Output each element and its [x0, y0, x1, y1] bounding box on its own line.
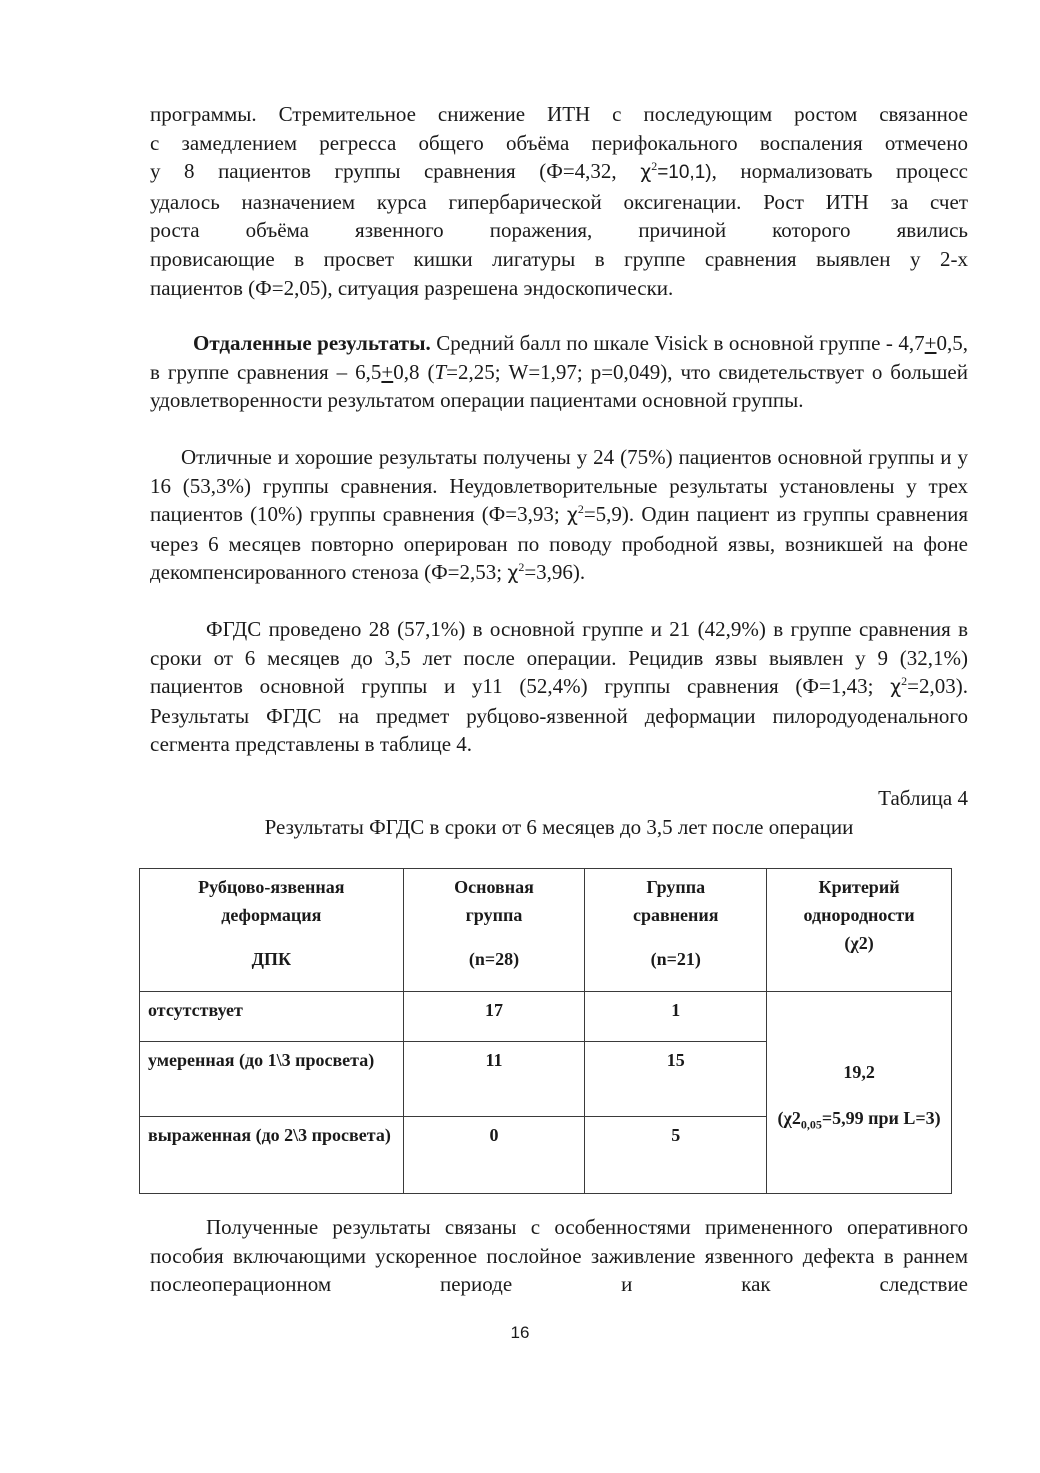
- paragraph: Полученные результаты связаны с особенностями примененного оперативного пособия включающими ускоренное послойное заживление язвенного дефекта в раннем послеоперационном периоде и как следствие: [150, 1215, 968, 1297]
- chi-symbol: χ: [640, 161, 652, 184]
- header-cell-main-group: [403, 869, 585, 992]
- paragraph-outcomes: [150, 443, 968, 588]
- header-cell-comparison-group: [585, 869, 767, 992]
- cell-comparison-group: 1: [585, 992, 767, 1042]
- text-line: с замедлением регресса общего объёма перифокального воспаления отмечено: [150, 130, 968, 155]
- header-cell-criterion: [767, 869, 952, 992]
- cell-main-group: 11: [403, 1042, 585, 1117]
- text-run: ФГДС проведено 28 (57,1%) в основной группе и 21 (42,9%) в группе сравнения в сроки от 6 месяцев до 3,5 лет после операции. Рецидив язвы выявлен у 9 (32,1%) пациентов основной группы и у11 (52,4%) группы сравнения (Ф=1,43;: [150, 617, 968, 699]
- paragraph-fgds: [150, 615, 968, 759]
- cell-criterion: [767, 992, 952, 1194]
- text-run: =2,25; W=1,97; p=0,049), что свидетельствует о большей удовлетворенности результатом операции пациентами основной группы.: [150, 359, 968, 413]
- text-line: провисающие в просвет кишки лигатуры в группе сравнения выявлен у 2-х: [150, 246, 968, 271]
- header-text: Рубцово-язвенная: [198, 877, 345, 897]
- text-run: 0,8 (: [393, 359, 435, 384]
- table-caption: Результаты ФГДС в сроки от 6 месяцев до 3,5 лет после операции: [264, 815, 854, 839]
- text-run: =2,03). Результаты ФГДС на предмет рубцово-язвенной деформации пилородуоденального сегмента представлены в таблице 4.: [150, 674, 968, 757]
- text-run: =5,99 при L=3): [821, 1107, 941, 1128]
- paragraph-conclusion: [150, 1213, 968, 1299]
- text-line: программы. Стремительное снижение ИТН с последующим ростом связанное: [150, 102, 968, 126]
- text-run: =3,96).: [524, 560, 586, 585]
- paragraph-continuation: [150, 100, 968, 302]
- chi-symbol: χ: [890, 676, 902, 699]
- header-text: Основная: [454, 877, 534, 897]
- cell-comparison-group: 15: [585, 1042, 767, 1117]
- row-label: умеренная (до 1\3 просвета): [140, 1042, 404, 1117]
- superscript: 2: [901, 674, 908, 689]
- text-line: [150, 157, 968, 188]
- text-run: Т: [434, 359, 447, 384]
- criterion-detail: [777, 1107, 941, 1132]
- superscript: 2: [577, 502, 584, 517]
- text-line: пациентов (Ф=2,05), ситуация разрешена эндоскопически.: [150, 275, 674, 300]
- text-run: +: [924, 331, 937, 355]
- header-text: однородности: [803, 905, 915, 925]
- text-run: =10,1): [657, 162, 712, 184]
- header-text: Группа: [646, 877, 706, 897]
- criterion-value: 19,2: [843, 1061, 875, 1082]
- text-run: (χ2: [777, 1107, 801, 1128]
- paragraph: [150, 615, 968, 759]
- header-text: (n=21): [650, 949, 701, 969]
- header-text: (n=28): [468, 949, 520, 969]
- cell-main-group: 17: [403, 992, 585, 1042]
- header-cell-deformation: [140, 869, 404, 992]
- text-run: +: [381, 359, 394, 384]
- chi-symbol: χ: [566, 504, 578, 527]
- chi-symbol: χ: [507, 562, 519, 585]
- text-run: , нормализовать процесс: [711, 159, 968, 184]
- paragraph-long-term-results: [150, 329, 968, 415]
- header-text: деформация: [221, 905, 322, 925]
- cell-comparison-group: 5: [585, 1117, 767, 1194]
- table-row: [140, 992, 952, 1042]
- cell-main-group: 0: [403, 1117, 585, 1194]
- header-text: ДПК: [251, 949, 292, 969]
- section-heading: Отдаленные результаты.: [193, 331, 431, 355]
- text-run: Средний балл по шкале Visick в основной группе - 4,7: [430, 331, 925, 355]
- superscript: 2: [651, 159, 658, 174]
- header-text: группа: [465, 905, 523, 925]
- text-line: роста объёма язвенного поражения, причиной которого явились: [150, 218, 968, 243]
- header-text: (χ2): [844, 933, 874, 953]
- text-run: Отличные и хорошие результаты получены у 24 (75%) пациентов основной группы и у 16 (53,3%) группы сравнения. Неудовлетворительные результаты установлены у трех пациентов (10%) группы сравнения (Ф=3,93;: [150, 445, 968, 527]
- row-label: выраженная (до 2\3 просвета): [140, 1117, 404, 1194]
- table-label: Таблица 4: [878, 786, 968, 810]
- table-header-row: [140, 869, 952, 992]
- header-text: Критерий: [818, 877, 900, 897]
- superscript: 2: [518, 560, 525, 575]
- subscript: 0,05: [800, 1117, 822, 1132]
- results-table: [139, 868, 952, 1194]
- header-text: сравнения: [632, 905, 719, 925]
- paragraph: [150, 443, 968, 588]
- page-number: 16: [510, 1323, 530, 1342]
- paragraph: [150, 329, 968, 415]
- row-label: отсутствует: [140, 992, 404, 1042]
- text-run: =5,9). Один пациент из группы сравнения через 6 месяцев повторно оперирован по поводу прободной язвы, возникшей на фоне декомпенсированного стеноза (Ф=2,53;: [150, 502, 968, 585]
- text-line: удалось назначением курса гипербарической оксигенации. Рост ИТН за счет: [150, 189, 968, 214]
- text-run: у 8 пациентов группы сравнения (Ф=4,32,: [150, 159, 641, 184]
- text-run: 0,5, в группе сравнения – 6,5: [150, 331, 968, 384]
